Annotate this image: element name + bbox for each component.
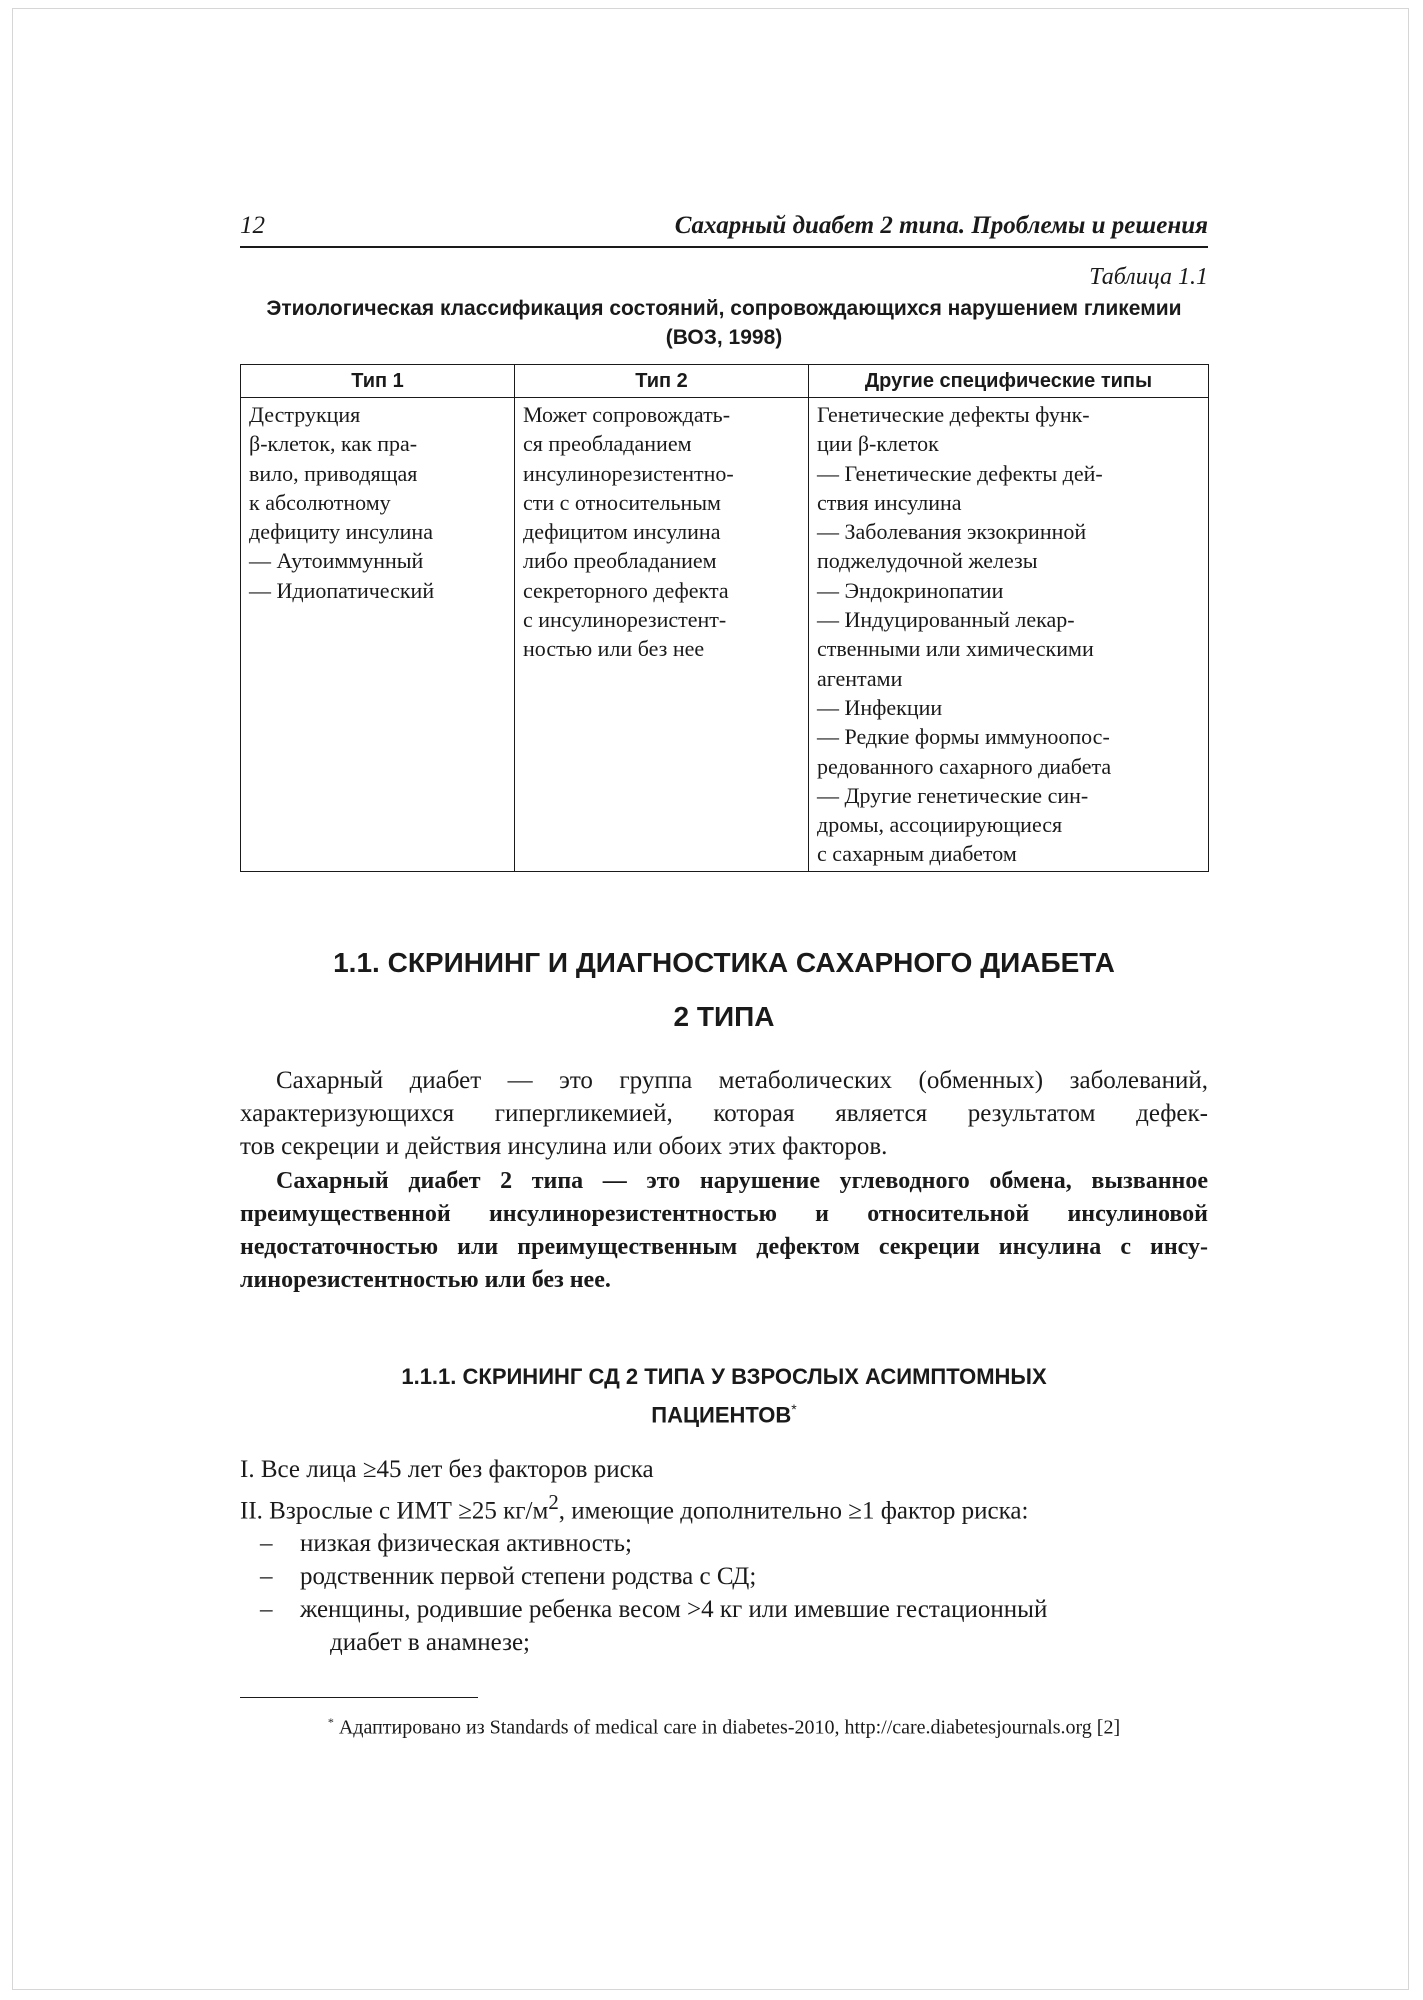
cell-line: Генетические дефекты функ- [817,402,1090,427]
cell-line: с инсулинорезистент- [523,607,727,633]
cell-line: к абсолютному [249,489,391,515]
footnote [240,1708,1208,1742]
risk-factor-continuation: диабет в анамнезе; [330,1629,530,1657]
cell-line: Может сопровождать- [523,402,731,427]
subsection-heading-text: ПАЦИЕНТОВ [651,1402,792,1428]
table-caption-line: Этиологическая классификация состояний, сопровождающихся нарушением гликемии [266,297,1182,320]
cell-line: дромы, ассоциирующиеся [817,812,1063,838]
cell-line: инсулинорезистентно- [523,460,734,486]
subsection-heading-line: 1.1.1. СКРИНИНГ СД 2 ТИПА У ВЗРОСЛЫХ АСИМПТОМНЫХ [401,1363,1047,1389]
cell-line: поджелудочной железы [817,548,1038,574]
screening-list [240,1453,1208,1659]
table-row [241,398,1209,872]
section-heading [240,936,1208,1044]
cell-other-types [809,398,1209,872]
cell-line: секреторного дефекта [523,577,729,603]
cell-line: — Инфекции [817,694,943,720]
subsection-heading [240,1361,1208,1431]
paragraph-line: линорезистентностью или без нее. [240,1266,611,1293]
table-number: Таблица 1.1 [1089,264,1208,290]
header-type-2: Тип 2 [515,365,809,398]
header-other-types: Другие специфические типы [809,365,1209,398]
paragraph-line: недостаточностью или преимущественным дефектом секреции инсулина с инсу- [240,1233,1208,1260]
cell-line: дефициту инсулина [249,519,433,545]
section-heading-line: 1.1. СКРИНИНГ И ДИАГНОСТИКА САХАРНОГО ДИАБЕТА [333,946,1115,978]
cell-line: — Эндокринопатии [817,577,1004,603]
risk-factor-text: родственник первой степени родства с СД; [300,1563,757,1591]
table-caption-line: (ВОЗ, 1998) [665,326,783,349]
cell-line: с сахарным диабетом [817,841,1017,867]
risk-factor-text: низкая физическая активность; [300,1530,632,1558]
footnote-rule [240,1697,478,1698]
dash-bullet: – [260,1596,273,1624]
cell-line: Деструкция [249,402,361,427]
paragraph-line: преимущественной инсулинорезистентностью и относительной инсулиновой [240,1200,1208,1227]
cell-line: дефицитом инсулина [523,519,721,545]
dash-bullet: – [260,1530,273,1558]
definition-paragraph [240,1064,1208,1163]
cell-line: редованного сахарного диабета [817,753,1112,779]
paragraph-line: характеризующихся гипергликемией, которая является результатом дефек- [240,1099,1208,1127]
list-item-text: II. Взрослые с ИМТ ≥25 кг/м [240,1497,549,1525]
cell-line: либо преобладанием [523,548,717,574]
list-item: I. Все лица ≥45 лет без факторов риска [240,1456,654,1484]
header-type-1: Тип 1 [241,365,515,398]
cell-line: сти с относительным [523,489,721,515]
cell-line: ностью или без нее [523,636,705,662]
risk-factor-item [240,1527,1208,1560]
book-title: Сахарный диабет 2 типа. Проблемы и решения [674,212,1208,239]
cell-line: вило, приводящая [249,460,418,486]
cell-line: — Индуцированный лекар- [817,607,1075,633]
etiology-table [240,364,1209,872]
cell-line: ся преобладанием [523,431,692,457]
cell-line: — Идиопатический [249,577,435,603]
cell-type-2 [515,398,809,872]
paragraph-line: Сахарный диабет — это группа метаболических (обменных) заболеваний, [276,1066,1208,1094]
risk-factor-item [240,1593,1208,1626]
section-heading-line: 2 ТИПА [673,1000,775,1032]
table-header-row [241,365,1209,398]
footnote-mark: * [791,1400,797,1417]
page-number: 12 [240,212,265,239]
paragraph-line: Сахарный диабет 2 типа — это нарушение углеводного обмена, вызванное [276,1167,1208,1194]
cell-line: ственными или химическими [817,636,1094,662]
footnote-mark: * [327,1715,334,1730]
subsection-heading-line [240,1393,1208,1431]
running-head [240,208,1208,248]
cell-line: — Аутоиммунный [249,548,424,574]
type2-definition-paragraph [240,1165,1208,1297]
dash-bullet: – [260,1563,273,1591]
superscript: 2 [548,1490,559,1515]
risk-factor-item [240,1560,1208,1593]
cell-line: — Генетические дефекты дей- [817,460,1103,486]
cell-type-1 [241,398,515,872]
cell-line: ции β-клеток [817,431,939,457]
list-item [240,1486,1208,1527]
footnote-text: Адаптировано из Standards of medical care in diabetes-2010, http://care.diabetesjournals.org [2] [333,1717,1121,1740]
paragraph-line: тов секреции и действия инсулина или обоих этих факторов. [240,1132,888,1160]
list-item-text: , имеющие дополнительно ≥1 фактор риска: [558,1497,1029,1525]
cell-line: ствия инсулина [817,489,962,515]
cell-line: — Заболевания экзокринной [817,519,1087,545]
cell-line: агентами [817,665,903,691]
risk-factor-text: женщины, родившие ребенка весом >4 кг или имевшие гестационный [300,1596,1048,1624]
page-content [240,208,1208,1742]
cell-line: β-клеток, как пра- [249,431,418,457]
cell-line: — Другие генетические син- [817,782,1089,808]
table-caption [240,294,1208,352]
cell-line: — Редкие формы иммуноопос- [817,724,1110,750]
